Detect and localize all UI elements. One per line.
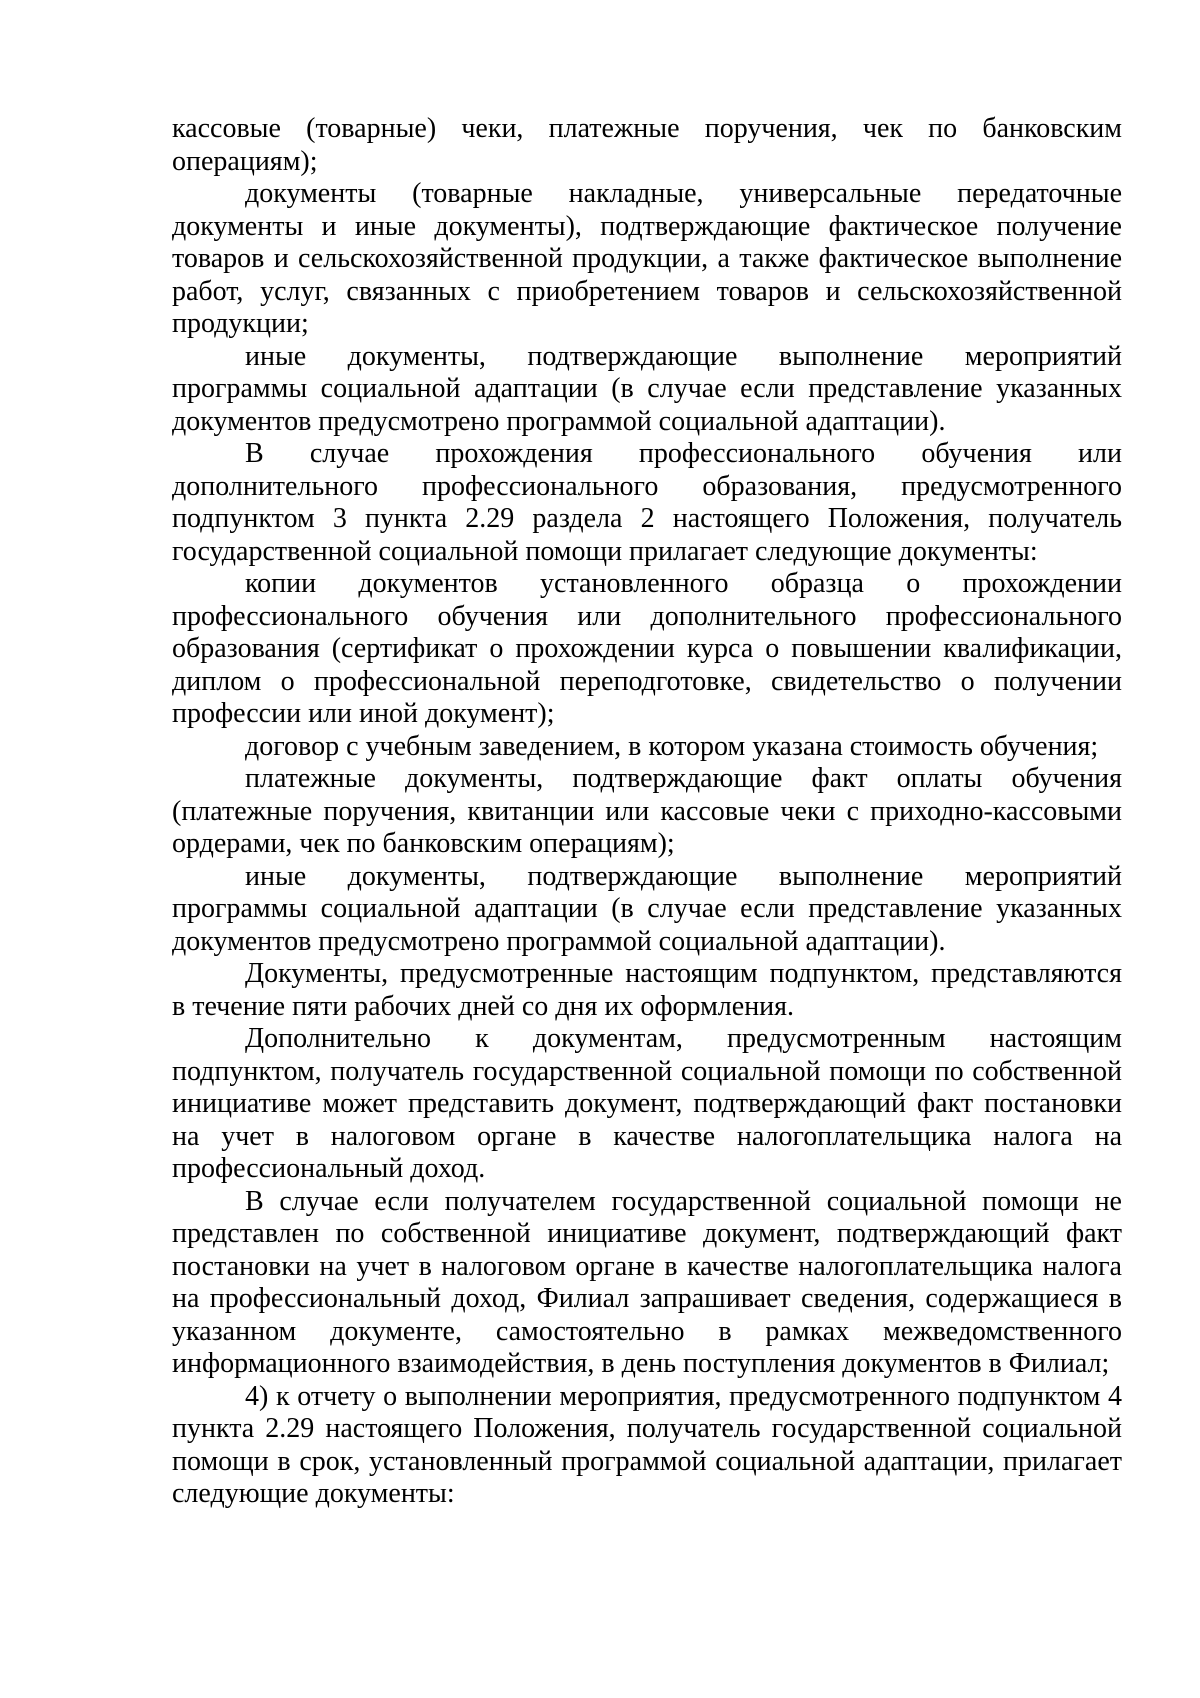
document-page bbox=[172, 113, 1122, 1511]
paragraph-delivery-documents: документы (товарные накладные, универсальные передаточные документы и иные документы), подтверждающие фактическое получение товаров и сельскохозяйственной продукции, а также фактическое выполнение работ, услуг, связанных с приобретением товаров и сельскохозяйственной продукции; bbox=[172, 178, 1122, 339]
paragraph-certificate-copies: копии документов установленного образца о прохождении профессионального обучения или дополнительного профессионального образования (сертификат о прохождении курса о повышении квалификации, диплом о профессиональной переподготовке, свидетельство о получении профессии или иной документ); bbox=[172, 568, 1122, 729]
paragraph-other-documents-1: иные документы, подтверждающие выполнение мероприятий программы социальной адаптации (в случае если представление указанных документов предусмотрено программой социальной адаптации). bbox=[172, 340, 1122, 437]
paragraph-cash-receipts: кассовые (товарные) чеки, платежные поручения, чек по банковским операциям); bbox=[172, 113, 1122, 177]
paragraph-tax-registration-optional: Дополнительно к документам, предусмотренным настоящим подпунктом, получатель государственной социальной помощи по собственной инициативе может представить документ, подтверждающий факт постановки на учет в налоговом органе в качестве налогоплательщика налога на профессиональный доход. bbox=[172, 1023, 1122, 1184]
paragraph-item-4-report: 4) к отчету о выполнении мероприятия, предусмотренного подпунктом 4 пункта 2.29 настоящего Положения, получатель государственной социальной помощи в срок, установленный программой социальной адаптации, прилагает следующие документы: bbox=[172, 1380, 1122, 1509]
paragraph-other-documents-2: иные документы, подтверждающие выполнение мероприятий программы социальной адаптации (в случае если представление указанных документов предусмотрено программой социальной адаптации). bbox=[172, 860, 1122, 957]
paragraph-branch-request: В случае если получателем государственной социальной помощи не представлен по собственной инициативе документ, подтверждающий факт постановки на учет в налоговом органе в качестве налогоплательщика налога на профессиональный доход, Филиал запрашивает сведения, содержащиеся в указанном документе, самостоятельно в рамках межведомственного информационного взаимодействия, в день поступления документов в Филиал; bbox=[172, 1185, 1122, 1379]
paragraph-submission-deadline: Документы, предусмотренные настоящим подпунктом, представляются в течение пяти рабочих дней со дня их оформления. bbox=[172, 958, 1122, 1022]
paragraph-training-case: В случае прохождения профессионального обучения или дополнительного профессионального образования, предусмотренного подпунктом 3 пункта 2.29 раздела 2 настоящего Положения, получатель государственной социальной помощи прилагает следующие документы: bbox=[172, 438, 1122, 567]
paragraph-payment-documents: платежные документы, подтверждающие факт оплаты обучения (платежные поручения, квитанции или кассовые чеки с приходно-кассовыми ордерами, чек по банковским операциям); bbox=[172, 763, 1122, 859]
paragraph-education-contract: договор с учебным заведением, в котором указана стоимость обучения; bbox=[245, 730, 1099, 762]
